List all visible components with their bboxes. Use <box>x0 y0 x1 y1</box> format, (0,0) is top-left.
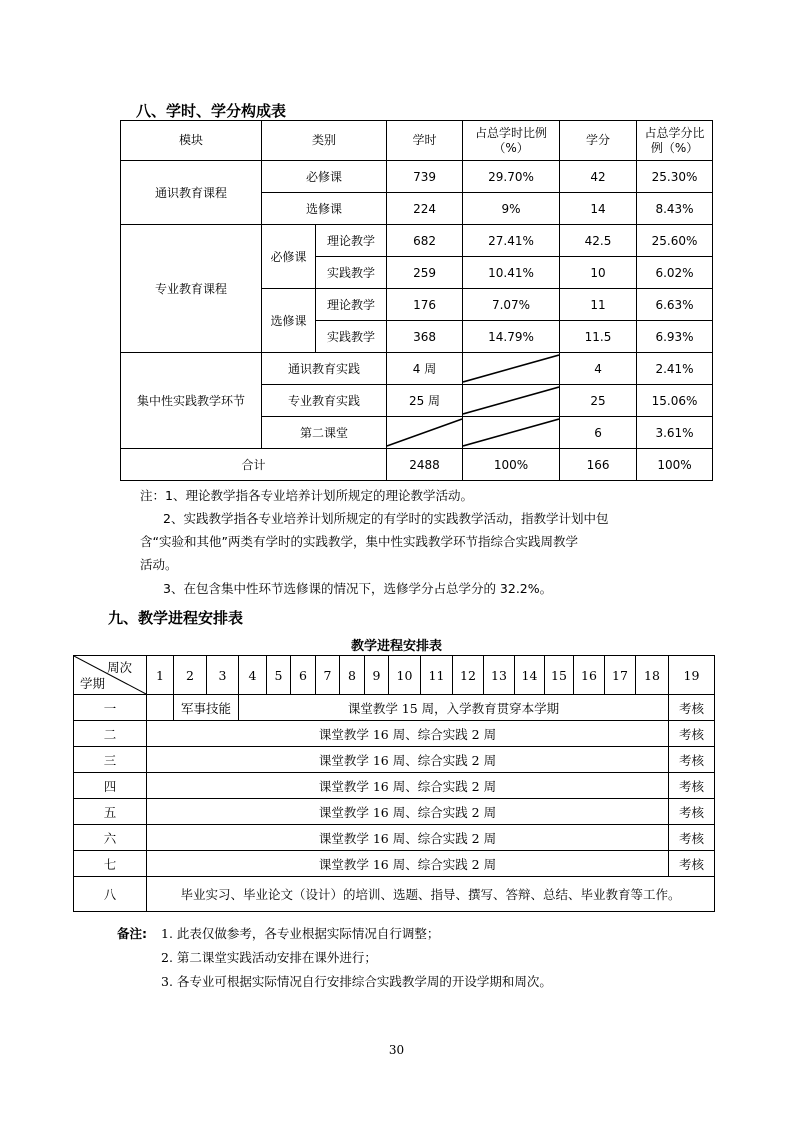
total-label: 合计 <box>121 449 387 481</box>
credits-cell: 4 <box>560 353 637 385</box>
military-training-cell: 军事技能 <box>174 695 239 721</box>
week-cell: 12 <box>453 656 484 695</box>
week-cell: 11 <box>421 656 453 695</box>
hours-cell: 259 <box>387 257 463 289</box>
section8-heading: 八、学时、学分构成表 <box>136 102 287 120</box>
week-cell: 7 <box>316 656 340 695</box>
term-label: 五 <box>74 799 147 825</box>
schedule-table-title: 教学进程安排表 <box>350 639 442 654</box>
diagonal-cell <box>387 417 463 449</box>
category-cell: 第二课堂 <box>262 417 387 449</box>
corner-week-label: 周次 <box>106 660 132 675</box>
hours-ratio-cell: 14.79% <box>463 321 560 353</box>
term-plan-cell: 课堂教学 15 周，入学教育贯穿本学期 <box>239 695 669 721</box>
note-2-cont: 含“实验和其他”两类有学时的实践教学，集中性实践教学环节指综合实践周教学 <box>140 534 578 549</box>
credits-ratio-cell: 6.93% <box>637 321 713 353</box>
table-row <box>121 225 713 257</box>
total-credits-ratio: 100% <box>637 449 713 481</box>
week-cell: 4 <box>239 656 267 695</box>
diagonal-cell <box>463 417 560 449</box>
hours-cell: 368 <box>387 321 463 353</box>
term-label: 八 <box>74 877 147 912</box>
category-cell: 专业教育实践 <box>262 385 387 417</box>
hours-cell: 739 <box>387 161 463 193</box>
page-number: 30 <box>388 1043 405 1057</box>
category-cell: 选修课 <box>262 193 387 225</box>
term-label: 四 <box>74 773 147 799</box>
exam-cell: 考核 <box>669 695 715 721</box>
week-cell: 13 <box>484 656 515 695</box>
header-hours-ratio: 占总学时比例（%） <box>463 121 560 161</box>
term-label: 一 <box>74 695 147 721</box>
header-category: 类别 <box>262 121 387 161</box>
category-required: 必修课 <box>262 225 316 289</box>
credits-cell: 11.5 <box>560 321 637 353</box>
module-professional: 专业教育课程 <box>121 225 262 353</box>
week-cell: 2 <box>174 656 207 695</box>
credits-ratio-cell: 6.63% <box>637 289 713 321</box>
hours-cell: 4 周 <box>387 353 463 385</box>
diagonal-cell <box>463 385 560 417</box>
subcategory-cell: 理论教学 <box>316 289 387 321</box>
remark-item: 3. 各专业可根据实际情况自行安排综合实践教学周的开设学期和周次。 <box>161 974 552 989</box>
hours-cell: 176 <box>387 289 463 321</box>
hours-cell: 682 <box>387 225 463 257</box>
category-elective: 选修课 <box>262 289 316 353</box>
week-cell: 10 <box>389 656 421 695</box>
header-credits-ratio: 占总学分比例（%） <box>637 121 713 161</box>
corner-cell <box>74 656 147 695</box>
term-label: 六 <box>74 825 147 851</box>
exam-cell: 考核 <box>669 825 715 851</box>
term-plan-cell: 毕业实习、毕业论文（设计）的培训、选题、指导、撰写、答辩、总结、毕业教育等工作。 <box>147 877 715 912</box>
term-row <box>74 851 715 877</box>
week-cell: 6 <box>291 656 316 695</box>
credits-cell: 25 <box>560 385 637 417</box>
note-2: 2、实践教学指各专业培养计划所规定的有学时的实践教学活动，指教学计划中包 <box>163 511 609 526</box>
term-label: 二 <box>74 721 147 747</box>
remarks-label: 备注: <box>117 926 147 941</box>
credits-ratio-cell: 15.06% <box>637 385 713 417</box>
term-label: 七 <box>74 851 147 877</box>
hours-ratio-cell: 29.70% <box>463 161 560 193</box>
week-cell: 18 <box>636 656 669 695</box>
week-cell: 9 <box>365 656 389 695</box>
exam-cell: 考核 <box>669 799 715 825</box>
remark-item: 2. 第二课堂实践活动安排在课外进行； <box>161 950 377 965</box>
table-header-row <box>121 121 713 161</box>
credits-cell: 42 <box>560 161 637 193</box>
term-row <box>74 747 715 773</box>
term-row <box>74 773 715 799</box>
table-row <box>121 161 713 193</box>
credits-ratio-cell: 2.41% <box>637 353 713 385</box>
credit-hour-table <box>120 120 713 481</box>
header-credits: 学分 <box>560 121 637 161</box>
credits-cell: 42.5 <box>560 225 637 257</box>
exam-cell: 考核 <box>669 721 715 747</box>
credits-cell: 11 <box>560 289 637 321</box>
credits-ratio-cell: 25.30% <box>637 161 713 193</box>
week-cell: 14 <box>515 656 545 695</box>
subcategory-cell: 理论教学 <box>316 225 387 257</box>
credits-ratio-cell: 3.61% <box>637 417 713 449</box>
week-cell: 16 <box>574 656 605 695</box>
credits-cell: 10 <box>560 257 637 289</box>
exam-cell: 考核 <box>669 851 715 877</box>
week-cell: 17 <box>605 656 636 695</box>
corner-term-label: 学期 <box>80 676 106 691</box>
term-row <box>74 695 715 721</box>
hours-ratio-cell: 9% <box>463 193 560 225</box>
schedule-table <box>73 655 715 912</box>
term-row <box>74 721 715 747</box>
diagonal-cell <box>463 353 560 385</box>
term-label: 三 <box>74 747 147 773</box>
week-cell: 3 <box>207 656 239 695</box>
term-row <box>74 877 715 912</box>
subcategory-cell: 实践教学 <box>316 257 387 289</box>
credits-ratio-cell: 8.43% <box>637 193 713 225</box>
total-hours-ratio: 100% <box>463 449 560 481</box>
term-plan-cell: 课堂教学 16 周、综合实践 2 周 <box>147 799 669 825</box>
hours-ratio-cell: 10.41% <box>463 257 560 289</box>
remark-item: 1. 此表仅做参考，各专业根据实际情况自行调整； <box>161 926 440 941</box>
week-cell: 1 <box>147 656 174 695</box>
module-practice: 集中性实践教学环节 <box>121 353 262 449</box>
term-row <box>74 825 715 851</box>
exam-cell: 考核 <box>669 773 715 799</box>
credits-ratio-cell: 25.60% <box>637 225 713 257</box>
hours-ratio-cell: 7.07% <box>463 289 560 321</box>
category-cell: 必修课 <box>262 161 387 193</box>
credits-cell: 6 <box>560 417 637 449</box>
total-credits: 166 <box>560 449 637 481</box>
week-cell: 5 <box>267 656 291 695</box>
week-header-row <box>74 656 715 695</box>
exam-cell: 考核 <box>669 747 715 773</box>
hours-cell: 224 <box>387 193 463 225</box>
note-2-cont: 活动。 <box>140 557 178 572</box>
credits-cell: 14 <box>560 193 637 225</box>
term-plan-cell: 课堂教学 16 周、综合实践 2 周 <box>147 721 669 747</box>
category-cell: 通识教育实践 <box>262 353 387 385</box>
table-row <box>121 353 713 385</box>
section9-heading: 九、教学进程安排表 <box>108 609 244 627</box>
note-3: 3、在包含集中性环节选修课的情况下，选修学分占总学分的 32.2%。 <box>163 581 553 596</box>
header-module: 模块 <box>121 121 262 161</box>
term-plan-cell: 课堂教学 16 周、综合实践 2 周 <box>147 825 669 851</box>
module-general: 通识教育课程 <box>121 161 262 225</box>
note-1: 注：1、理论教学指各专业培养计划所规定的理论教学活动。 <box>140 488 473 503</box>
subcategory-cell: 实践教学 <box>316 321 387 353</box>
hours-cell: 25 周 <box>387 385 463 417</box>
term-plan-cell: 课堂教学 16 周、综合实践 2 周 <box>147 851 669 877</box>
hours-ratio-cell: 27.41% <box>463 225 560 257</box>
term-plan-cell: 课堂教学 16 周、综合实践 2 周 <box>147 747 669 773</box>
total-hours: 2488 <box>387 449 463 481</box>
total-row <box>121 449 713 481</box>
term-plan-cell: 课堂教学 16 周、综合实践 2 周 <box>147 773 669 799</box>
credits-ratio-cell: 6.02% <box>637 257 713 289</box>
header-hours: 学时 <box>387 121 463 161</box>
week-cell: 8 <box>340 656 365 695</box>
week-cell: 19 <box>669 656 715 695</box>
term-row <box>74 799 715 825</box>
empty-cell <box>147 695 174 721</box>
week-cell: 15 <box>545 656 574 695</box>
